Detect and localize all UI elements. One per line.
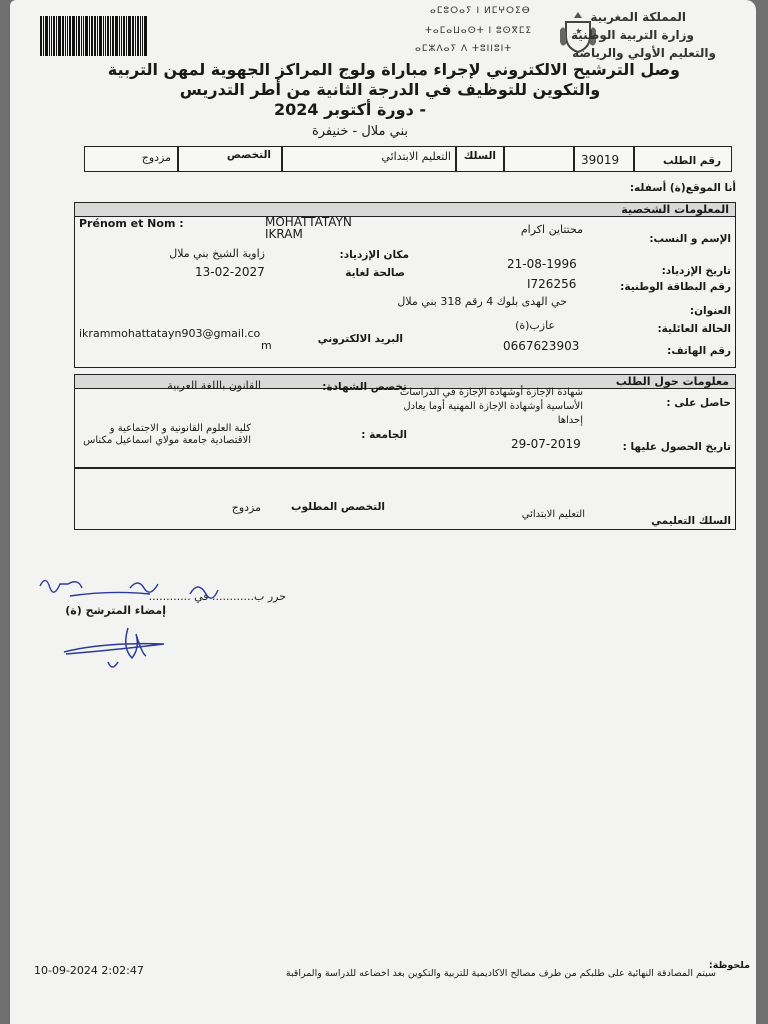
ministry-line-2: وزارة التربية الوطنية	[570, 28, 694, 42]
footer-note-label: ملحوظة:	[708, 960, 750, 971]
degree-spec-label: تخصص الشهادة:	[322, 381, 407, 393]
family-status: عازب(ة)	[515, 319, 555, 332]
university-label: الجامعة :	[361, 429, 407, 441]
email-line-1: ikrammohattatayn903@gmail.co	[79, 327, 261, 340]
personal-section	[74, 202, 736, 368]
print-timestamp: 10-09-2024 2:02:47	[34, 964, 144, 977]
required-specialty-label: التخصص المطلوب	[291, 501, 385, 513]
cin-number: I726256	[527, 277, 577, 291]
required-specialty: مزدوج	[231, 501, 261, 514]
birth-date: 21-08-1996	[507, 257, 577, 271]
degree-line-1: شهادة الإجازة أوشهادة الإجازة في الدراسات	[399, 387, 583, 398]
name-label-fr: Prénom et Nom :	[79, 217, 184, 230]
application-corps-label: السلك التعليمي	[651, 515, 731, 527]
request-specialty: مزدوج	[141, 151, 171, 164]
barcode	[40, 16, 168, 56]
birth-place-label: مكان الإزدياد:	[339, 249, 409, 261]
university-line-1: كلية العلوم القانونية و الاجتماعية و	[109, 423, 251, 434]
degree-spec: القانون باللغة العربية	[167, 379, 261, 392]
birth-place: زاوية الشيخ بني ملال	[169, 247, 265, 260]
made-at-line: حرر ب............ في ............	[148, 590, 286, 603]
address-label: العنوان:	[689, 305, 731, 317]
title-line-2: والتكوين للتوظيف في الدرجة الثانية من أطر التدريس	[179, 80, 601, 99]
ministry-line-3: والتعليم الأولي والرياضة	[572, 46, 716, 60]
title-line-3: - دورة أكتوبر 2024	[273, 100, 426, 119]
application-section	[74, 374, 736, 530]
handwritten-place-signature	[30, 566, 270, 616]
signature-label: إمضاء المترشح (ة)	[65, 604, 166, 617]
application-corps: التعليم الابتدائي	[521, 509, 585, 520]
tifinagh-line-1: ⴰⵎⵓⵔⴰⵢ ⵏ ⵍⵎⵖⵔⵉⴱ	[430, 6, 531, 16]
email-label: البريد الالكتروني	[317, 333, 403, 345]
application-section-title: معلومات حول الطلب	[615, 375, 729, 388]
name-fr-2: IKRAM	[265, 227, 303, 241]
university-line-2: الاقتصادية جامعة مولاي اسماعيل مكناس	[83, 435, 251, 446]
personal-section-title: المعلومات الشخصية	[621, 203, 729, 216]
phone: 0667623903	[503, 339, 580, 353]
region: بني ملال - خنيفرة	[311, 124, 409, 139]
birth-date-label: تاريخ الإزدياد:	[661, 265, 731, 277]
request-specialty-label: التخصص	[226, 149, 271, 161]
name-label-ar: الإسم و النسب:	[649, 233, 731, 245]
ministry-line-1: المملكة المغربية	[590, 10, 686, 24]
request-corps: التعليم الابتدائي	[381, 150, 451, 163]
degree-line-2: الأساسية أوشهادة الإجازة المهنية أوما يعادل	[403, 401, 583, 412]
request-corps-label: السلك	[463, 150, 496, 162]
handwritten-signature	[58, 622, 178, 678]
holder-label: حاصل على :	[666, 397, 731, 409]
family-label: الحالة العائلية:	[657, 323, 731, 335]
degree-line-3: إحداها	[557, 415, 583, 426]
title-line-1: وصل الترشيح الالكتروني لإجراء مباراة ولوج المراكز الجهوية لمهن التربية	[107, 60, 680, 79]
name-ar: محتتاين اكرام	[520, 223, 583, 236]
degree-date-label: تاريخ الحصول عليها :	[622, 441, 731, 453]
tifinagh-line-2: ⵜⴰⵎⴰⵡⴰⵙⵜ ⵏ ⵓⵙⴳⵎⵉ	[425, 26, 533, 36]
request-number-label: رقم الطلب	[663, 155, 721, 167]
cin-valid-label: صالحة لغاية	[345, 267, 405, 279]
request-row	[84, 146, 732, 172]
cin-valid-date: 13-02-2027	[195, 265, 265, 279]
degree-date: 29-07-2019	[511, 437, 581, 451]
document-page	[10, 0, 756, 1024]
phone-label: رقم الهاتف:	[667, 345, 731, 357]
signer-line: أنا الموقع(ة) أسفله:	[629, 182, 736, 194]
tifinagh-line-3: ⴰⵎⵣⴷⴰⵢ ⴷ ⵜⵓⵏⵏⵓⵏⵜ	[415, 44, 513, 54]
request-number: 39019	[581, 153, 620, 167]
name-fr-1: MOHATTATAYN	[265, 215, 352, 229]
address: حي الهدى بلوك 4 رقم 318 بني ملال	[397, 295, 567, 308]
footer-note: سيتم المصادقة النهائية على طلبكم من طرف مصالح الاكاديمية للتربية والتكوين بعد اخضاعه للدراسة والمراقبة	[285, 968, 716, 979]
email-line-2: m	[261, 339, 272, 352]
cin-label: رقم البطاقة الوطنية:	[620, 281, 731, 293]
